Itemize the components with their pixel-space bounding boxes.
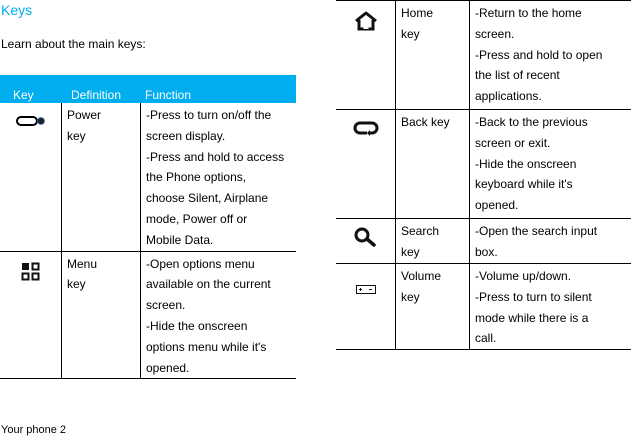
home-key-icon <box>354 20 378 34</box>
function-cell: -Return to the home screen. -Press and hold to open the list of recent applications. <box>470 1 631 110</box>
function-cell: -Open options menu available on the current screen. -Hide the onscreen options menu while it's opened. <box>141 251 297 379</box>
definition-cell: Home key <box>396 1 470 110</box>
function-cell: -Volume up/down. -Press to turn to silent mode while there is a call. <box>470 264 631 350</box>
header-function: Function <box>145 88 192 102</box>
page-footer: Your phone 2 <box>1 424 67 436</box>
section-title: Keys <box>1 2 33 18</box>
table-row-back <box>336 110 631 219</box>
search-key-icon <box>353 236 379 250</box>
table-header <box>0 75 296 103</box>
header-definition: Definition <box>71 88 122 102</box>
keys-table-left <box>0 103 296 379</box>
key-cell <box>336 264 396 350</box>
function-cell: -Press to turn on/off the screen display. -Press and hold to access the Phone options, choose Silent, Airplane mode, Power off or Mobile Data. <box>141 103 297 251</box>
table-row-menu <box>0 251 296 379</box>
header-key: Key <box>13 88 34 102</box>
power-key-icon <box>16 116 46 130</box>
definition-cell: Power key <box>62 103 141 251</box>
table-row-power <box>0 103 296 251</box>
function-cell: -Open the search input box. <box>470 219 631 264</box>
key-cell <box>336 219 396 264</box>
table-row-volume <box>336 264 631 350</box>
keys-table-right <box>336 0 631 350</box>
table-row-home <box>336 1 631 110</box>
back-key-icon <box>353 125 379 139</box>
menu-key-icon <box>21 271 41 285</box>
definition-cell: Volume key <box>396 264 470 350</box>
definition-cell: Back key <box>396 110 470 219</box>
key-cell <box>336 110 396 219</box>
definition-cell: Search key <box>396 219 470 264</box>
function-cell: -Back to the previous screen or exit. -Hide the onscreen keyboard while it's opened. <box>470 110 631 219</box>
key-cell <box>0 103 62 251</box>
key-cell <box>336 1 396 110</box>
table-row-search <box>336 219 631 264</box>
key-cell <box>0 251 62 379</box>
definition-cell: Menu key <box>62 251 141 379</box>
intro-text: Learn about the main keys: <box>1 37 146 51</box>
volume-key-icon <box>356 283 376 297</box>
